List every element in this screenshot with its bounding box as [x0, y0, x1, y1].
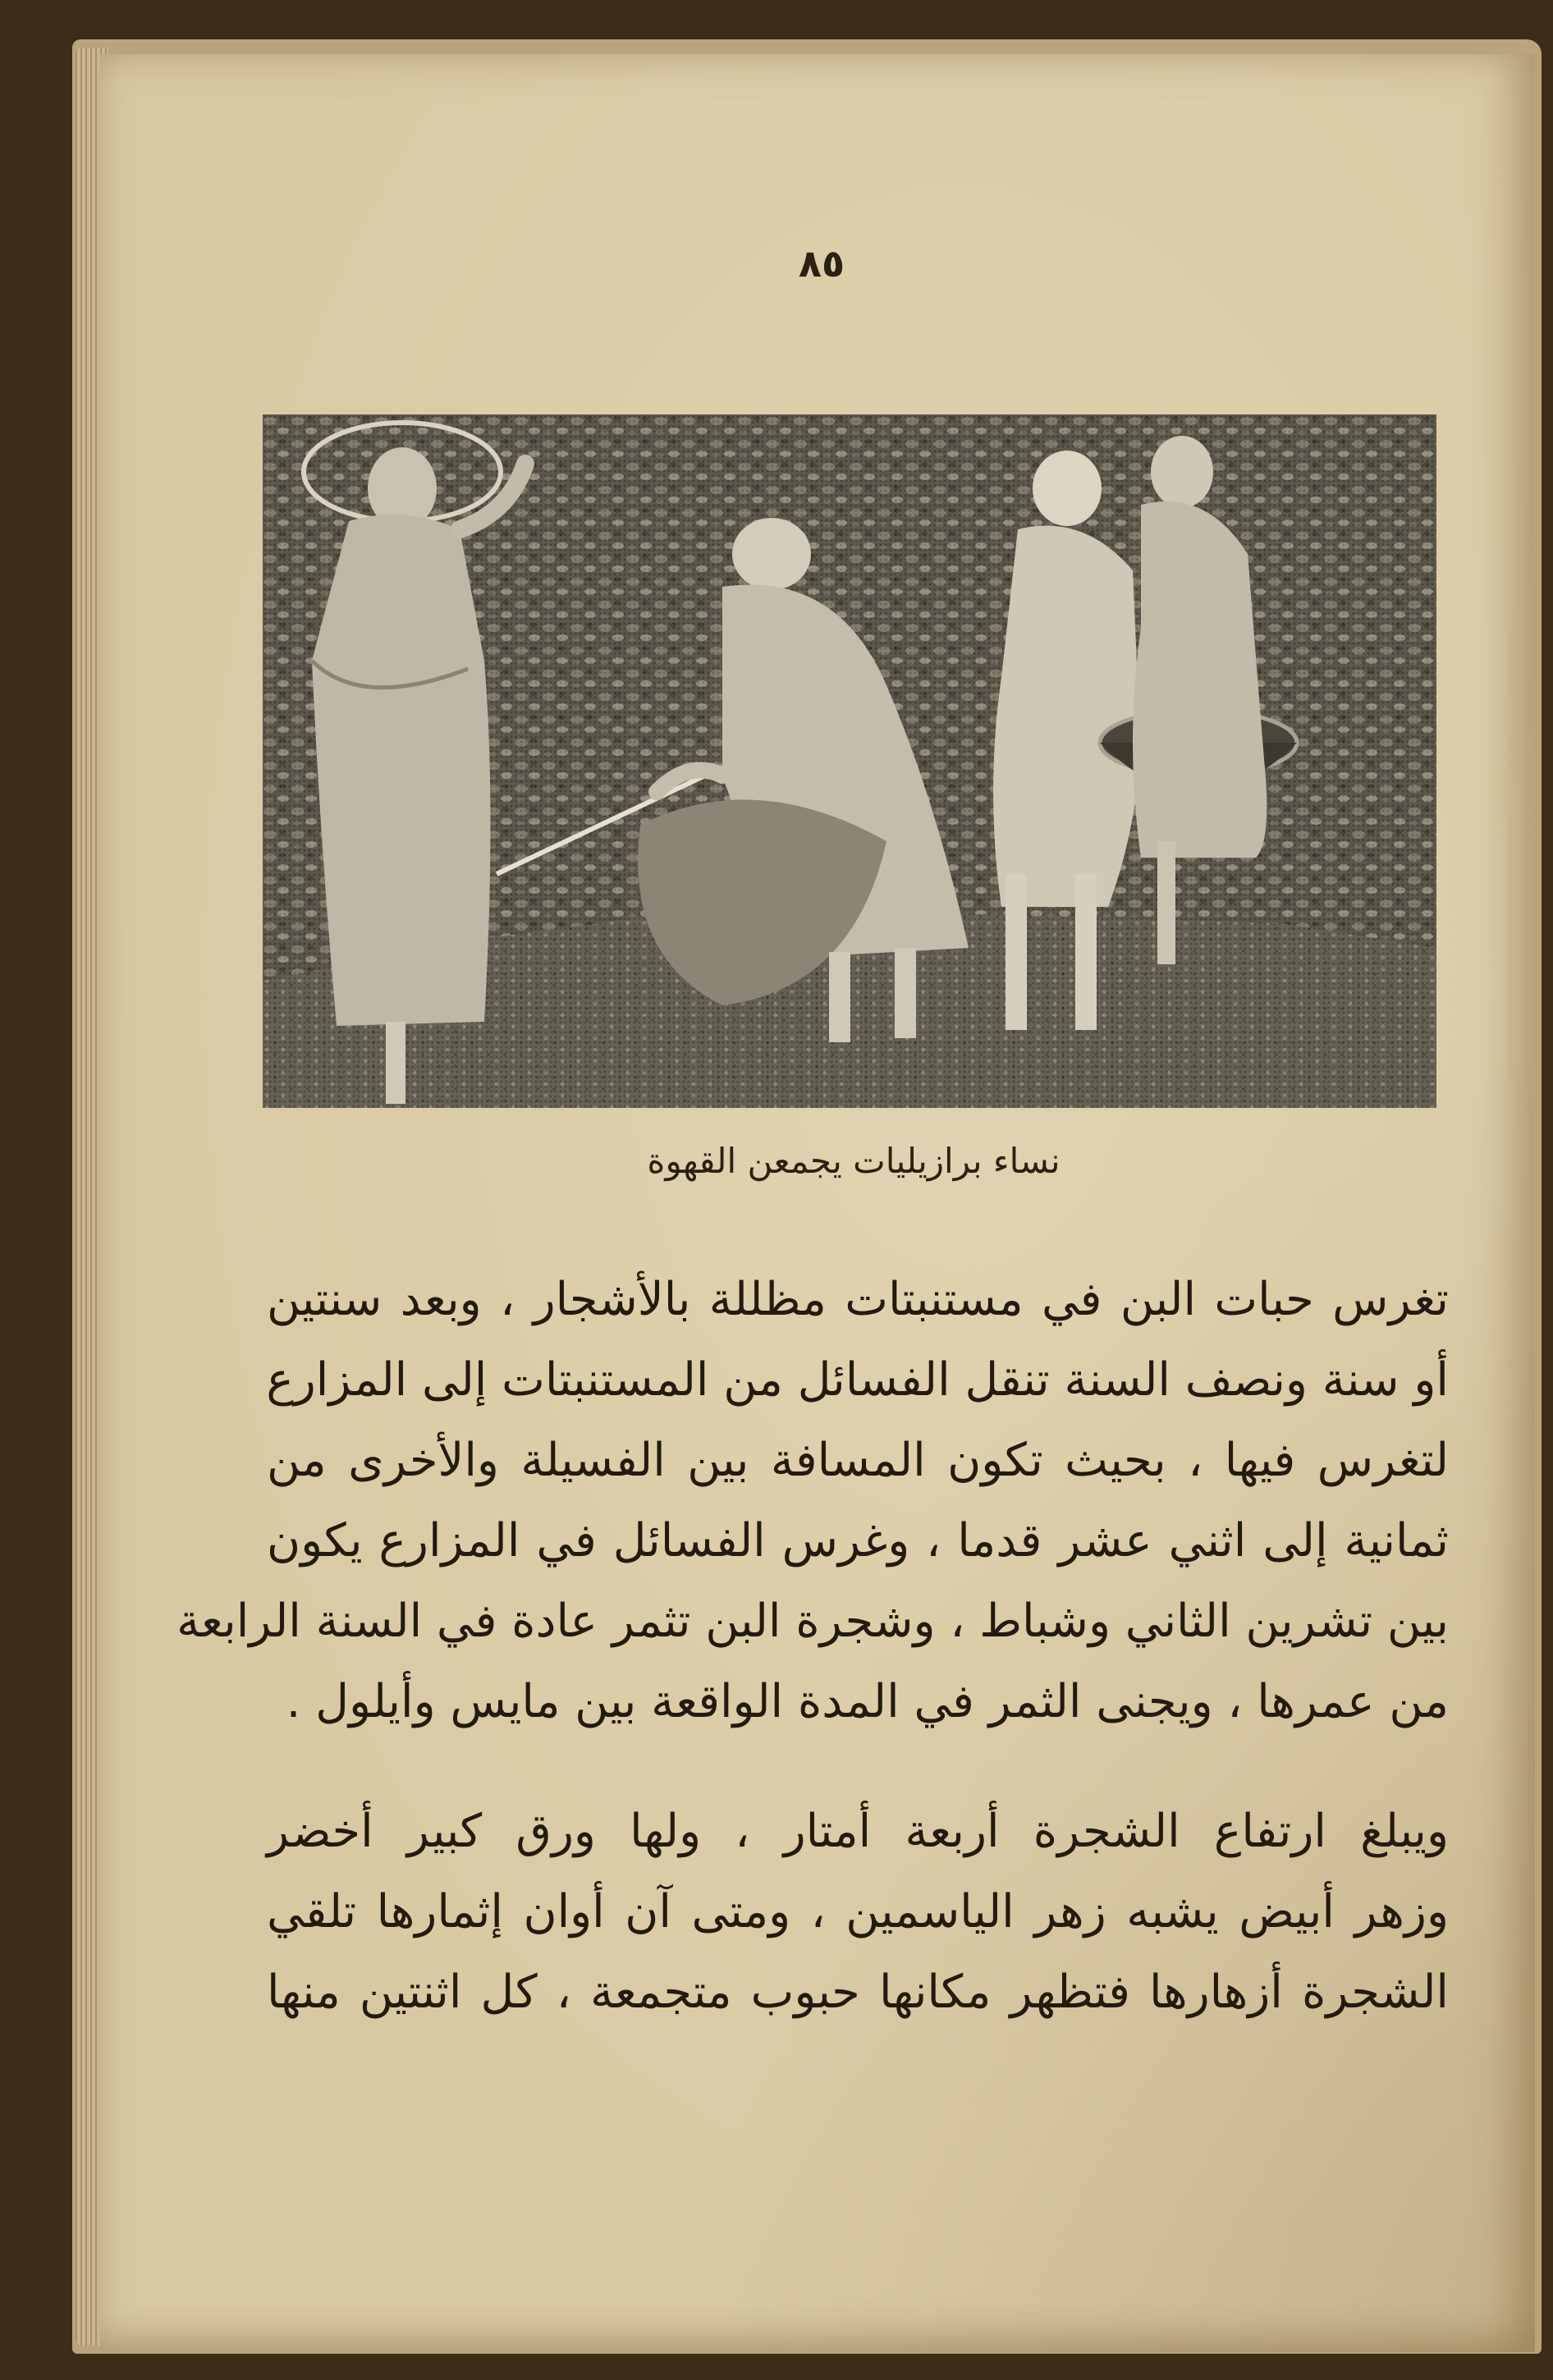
paragraph-gap: [267, 1742, 1449, 1792]
text-line: أو سنة ونصف السنة تنقل الفسائل من المستنبتات إلى المزارع: [266, 1353, 1449, 1407]
text-line: بين تشرين الثاني وشباط ، وشجرة البن تثمر عادة في السنة الرابعة: [176, 1595, 1449, 1648]
text-line: الشجرة أزهارها فتظهر مكانها حبوب متجمعة ، كل اثنتين منها: [267, 1966, 1449, 2019]
photo-women-picking-coffee: [263, 414, 1436, 1108]
text-line: ويبلغ ارتفاع الشجرة أربعة أمتار ، ولها ورق كبير أخضر: [267, 1805, 1449, 1858]
text-line: ثمانية إلى اثني عشر قدما ، وغرس الفسائل في المزارع يكون: [267, 1514, 1449, 1568]
page-number: ٨٥: [798, 241, 845, 286]
figure-caption: نساء برازيليات يجمعن القهوة: [647, 1141, 1061, 1181]
photo-illustration: [263, 414, 1436, 1108]
text-line: تغرس حبات البن في مستنبتات مظللة بالأشجار ، وبعد سنتين: [267, 1273, 1449, 1326]
paragraph: [267, 1792, 1449, 2033]
text-line: وزهر أبيض يشبه زهر الياسمين ، ومتى آن أوان إثمارها تلقي: [267, 1885, 1449, 1938]
text-line: لتغرس فيها ، بحيث تكون المسافة بين الفسيلة والأخرى من: [267, 1434, 1449, 1487]
body-text: [176, 1260, 1449, 2033]
text-line: من عمرها ، ويجنى الثمر في المدة الواقعة بين مايس وأيلول .: [286, 1675, 1449, 1728]
paragraph: [176, 1260, 1449, 1742]
